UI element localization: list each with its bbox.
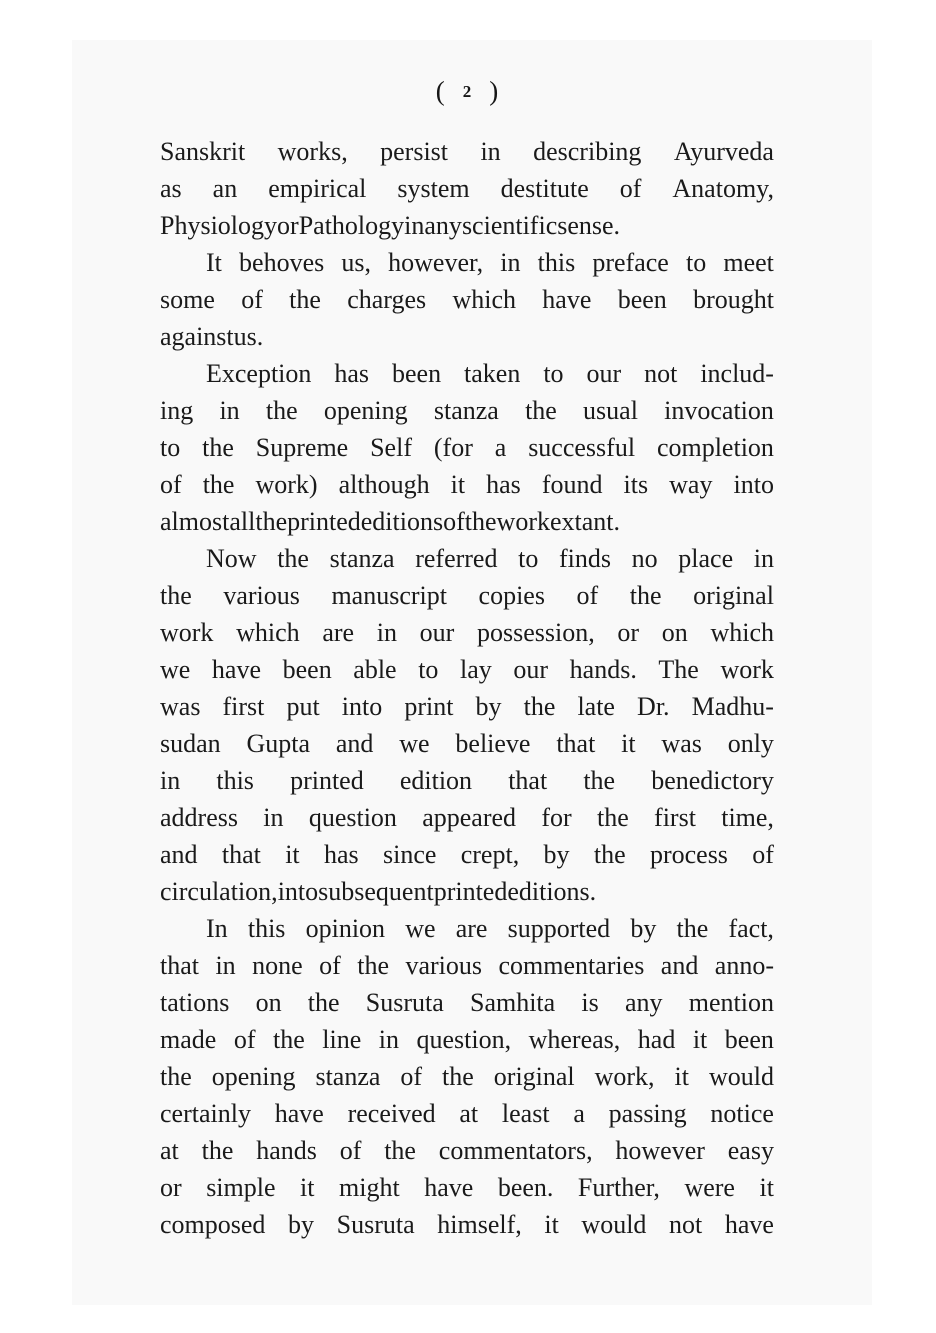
word: the xyxy=(593,840,626,869)
word: by xyxy=(288,1210,315,1239)
page-number-close-paren: ) xyxy=(489,76,501,106)
word: place xyxy=(678,544,734,573)
word: or xyxy=(277,211,299,240)
word: us, xyxy=(341,248,371,277)
word: at xyxy=(160,1136,179,1165)
word: least xyxy=(501,1099,550,1128)
word: editions. xyxy=(507,877,597,906)
word: Supreme xyxy=(255,433,349,462)
word: himself, xyxy=(437,1210,522,1239)
word: completion xyxy=(656,433,774,462)
word: the xyxy=(272,1025,305,1054)
word: or xyxy=(160,1173,182,1202)
text-line xyxy=(160,466,774,503)
word: it xyxy=(674,1062,689,1091)
word: been xyxy=(617,285,667,314)
text-line xyxy=(160,984,774,1021)
word: on xyxy=(661,618,688,647)
word: question xyxy=(308,803,397,832)
word: we xyxy=(405,914,436,943)
text-line xyxy=(160,577,774,614)
word: have xyxy=(424,1173,474,1202)
word: Exception xyxy=(206,359,312,388)
word: commentaries xyxy=(498,951,645,980)
word: possession, xyxy=(477,618,595,647)
word: we xyxy=(399,729,430,758)
word: the xyxy=(277,544,309,573)
word: are xyxy=(322,618,355,647)
word: extant. xyxy=(549,507,621,536)
paragraph xyxy=(160,133,774,244)
word: Samhita xyxy=(469,988,556,1017)
word: a xyxy=(494,433,507,462)
text-line xyxy=(160,1058,774,1095)
word: it xyxy=(692,1025,708,1054)
word: editions xyxy=(360,507,444,536)
word: composed xyxy=(160,1210,266,1239)
word: of xyxy=(241,285,263,314)
word: brought xyxy=(693,285,774,314)
word: In xyxy=(206,914,228,943)
word: the xyxy=(583,766,616,795)
text-line xyxy=(160,873,774,910)
word: Self xyxy=(370,433,412,462)
word: preface xyxy=(592,248,669,277)
word: was xyxy=(160,692,201,721)
word: were xyxy=(684,1173,735,1202)
word: printed xyxy=(290,766,364,795)
word: It xyxy=(206,248,222,277)
word: Madhu- xyxy=(691,692,774,721)
word: however xyxy=(615,1136,705,1165)
word: been xyxy=(282,655,332,684)
word: which xyxy=(452,285,516,314)
word: hands. xyxy=(569,655,637,684)
word: supported xyxy=(507,914,611,943)
word: would xyxy=(581,1210,647,1239)
word: any xyxy=(424,211,462,240)
word: of xyxy=(319,951,341,980)
word: although xyxy=(338,470,430,499)
word: passing xyxy=(608,1099,687,1128)
word: Further, xyxy=(577,1173,660,1202)
word: in xyxy=(160,766,181,795)
text-line xyxy=(160,207,774,244)
word: this xyxy=(537,248,576,277)
word: only xyxy=(727,729,774,758)
word: system xyxy=(397,174,470,203)
word: which xyxy=(710,618,774,647)
word: tations xyxy=(160,988,230,1017)
word: scientific xyxy=(461,211,558,240)
word: first xyxy=(654,803,696,832)
word: almost xyxy=(160,507,230,536)
word: into xyxy=(733,470,774,499)
word: the xyxy=(265,396,298,425)
paragraph xyxy=(160,244,774,355)
word: are xyxy=(455,914,488,943)
word: is xyxy=(581,988,599,1017)
word: process xyxy=(649,840,728,869)
word: has xyxy=(486,470,521,499)
page-number-value: 2 xyxy=(462,82,474,101)
word: our xyxy=(513,655,549,684)
word: the xyxy=(202,470,235,499)
word: in xyxy=(378,1025,399,1054)
text-line xyxy=(160,651,774,688)
word: The xyxy=(658,655,699,684)
word: the xyxy=(307,988,340,1017)
word: stanza xyxy=(329,544,395,573)
word: opinion xyxy=(305,914,386,943)
word: by xyxy=(543,840,570,869)
word: whereas, xyxy=(528,1025,621,1054)
word: at xyxy=(459,1099,479,1128)
word: various xyxy=(405,951,483,980)
word: to xyxy=(543,359,564,388)
word: of xyxy=(752,840,774,869)
word: way xyxy=(669,470,713,499)
word: crept, xyxy=(460,840,520,869)
word: work xyxy=(720,655,774,684)
text-line xyxy=(160,1132,774,1169)
word: describing xyxy=(533,137,642,166)
word: however, xyxy=(388,248,484,277)
word: Susruta xyxy=(365,988,444,1017)
word: works, xyxy=(277,137,348,166)
text-line xyxy=(160,614,774,651)
word: was xyxy=(661,729,702,758)
word: printed xyxy=(433,877,508,906)
word: it xyxy=(544,1210,559,1239)
word: the xyxy=(629,581,662,610)
word: all xyxy=(229,507,256,536)
word: Dr. xyxy=(637,692,670,721)
paragraph xyxy=(160,910,774,1243)
word: printed xyxy=(287,507,361,536)
text-line xyxy=(160,947,774,984)
paragraph xyxy=(160,355,774,540)
word: the xyxy=(202,433,234,462)
word: not xyxy=(669,1210,703,1239)
text-line xyxy=(160,1169,774,1206)
text-line xyxy=(160,318,774,355)
word: persist xyxy=(380,137,449,166)
text-line xyxy=(160,244,774,281)
word: stanza xyxy=(433,396,499,425)
word: the xyxy=(289,285,321,314)
word: ing xyxy=(160,396,194,425)
word: been xyxy=(724,1025,774,1054)
word: various xyxy=(223,581,300,610)
word: able xyxy=(353,655,397,684)
body-text xyxy=(160,133,774,1243)
word: that xyxy=(221,840,261,869)
word: no xyxy=(631,544,658,573)
text-line xyxy=(160,1021,774,1058)
paragraph xyxy=(160,540,774,910)
word: the xyxy=(160,581,192,610)
word: that xyxy=(160,951,199,980)
text-line xyxy=(160,281,774,318)
word: behoves xyxy=(239,248,325,277)
word: a xyxy=(573,1099,585,1128)
word: certainly xyxy=(160,1099,251,1128)
word: the xyxy=(357,951,390,980)
word: for xyxy=(541,803,572,832)
word: it xyxy=(300,1173,315,1202)
page-number-open-paren: ( xyxy=(435,76,447,106)
text-line xyxy=(160,725,774,762)
word: to xyxy=(418,655,439,684)
word: Anatomy, xyxy=(672,174,774,203)
word: work, xyxy=(594,1062,655,1091)
word: none xyxy=(252,951,303,980)
word: this xyxy=(216,766,254,795)
word: Now xyxy=(206,544,257,573)
word: edition xyxy=(399,766,473,795)
word: the xyxy=(442,1062,474,1091)
word: the xyxy=(384,1136,416,1165)
word: which xyxy=(236,618,300,647)
word: stanza xyxy=(315,1062,381,1091)
word: that xyxy=(508,766,548,795)
word: that xyxy=(556,729,596,758)
word: (for xyxy=(433,433,473,462)
text-line xyxy=(160,1206,774,1243)
text-line xyxy=(160,762,774,799)
word: by xyxy=(475,692,502,721)
word: of xyxy=(619,174,642,203)
word: of xyxy=(400,1062,423,1091)
word: fact, xyxy=(728,914,774,943)
word: first xyxy=(222,692,265,721)
word: the xyxy=(160,1062,192,1091)
word: notice xyxy=(710,1099,774,1128)
word: sudan xyxy=(160,729,221,758)
word: the xyxy=(525,396,557,425)
word: referred xyxy=(415,544,498,573)
word: it xyxy=(621,729,636,758)
word: circulation, xyxy=(160,877,278,906)
word: work xyxy=(160,618,214,647)
word: in xyxy=(376,618,397,647)
word: been. xyxy=(497,1173,554,1202)
text-line xyxy=(160,133,774,170)
word: in xyxy=(219,396,240,425)
word: found xyxy=(541,470,603,499)
word: our xyxy=(419,618,455,647)
word: might xyxy=(339,1173,400,1202)
word: to xyxy=(685,248,707,277)
word: address xyxy=(160,803,238,832)
word: would xyxy=(708,1062,774,1091)
word: and xyxy=(160,840,198,869)
word: into xyxy=(341,692,383,721)
word: the xyxy=(201,1136,234,1165)
word: lay xyxy=(460,655,492,684)
word: had xyxy=(637,1025,676,1054)
word: its xyxy=(623,470,649,499)
word: our xyxy=(586,359,622,388)
text-line xyxy=(160,910,774,947)
word: of xyxy=(233,1025,256,1054)
word: in xyxy=(404,211,425,240)
word: have xyxy=(211,655,262,684)
word: this xyxy=(247,914,286,943)
word: and xyxy=(335,729,374,758)
word: commentators, xyxy=(438,1136,593,1165)
word: usual xyxy=(583,396,638,425)
text-line xyxy=(160,1095,774,1132)
word: work xyxy=(496,507,550,536)
text-line xyxy=(160,688,774,725)
word: have xyxy=(274,1099,324,1128)
word: us. xyxy=(233,322,264,351)
word: charges xyxy=(347,285,427,314)
word: anno- xyxy=(714,951,774,980)
word: meet xyxy=(723,248,774,277)
word: in xyxy=(263,803,284,832)
word: it xyxy=(759,1173,774,1202)
word: received xyxy=(347,1099,436,1128)
word: on xyxy=(255,988,282,1017)
word: Pathology xyxy=(298,211,405,240)
word: simple xyxy=(206,1173,276,1202)
text-line xyxy=(160,392,774,429)
word: Susruta xyxy=(336,1210,415,1239)
word: into xyxy=(277,877,319,906)
word: the xyxy=(676,914,709,943)
word: subsequent xyxy=(318,877,434,906)
word: some xyxy=(160,285,215,314)
word: any xyxy=(624,988,663,1017)
word: late xyxy=(577,692,615,721)
word: and xyxy=(660,951,699,980)
word: of xyxy=(443,507,465,536)
word: has xyxy=(334,359,370,388)
text-line xyxy=(160,429,774,466)
word: Gupta xyxy=(246,729,311,758)
word: appeared xyxy=(422,803,517,832)
word: put xyxy=(286,692,320,721)
word: manuscript xyxy=(331,581,447,610)
word: original xyxy=(693,581,774,610)
word: since xyxy=(382,840,437,869)
word: copies xyxy=(478,581,545,610)
word: empirical xyxy=(268,174,367,203)
text-line xyxy=(160,540,774,577)
word: destitute xyxy=(500,174,589,203)
word: believe xyxy=(455,729,531,758)
word: Ayurveda xyxy=(673,137,774,166)
word: includ- xyxy=(700,359,774,388)
word: of xyxy=(339,1136,362,1165)
word: as xyxy=(160,174,182,203)
word: we xyxy=(160,655,191,684)
word: of xyxy=(576,581,599,610)
page-number xyxy=(0,76,936,107)
word: in xyxy=(480,137,501,166)
word: have xyxy=(542,285,592,314)
word: hands xyxy=(256,1136,317,1165)
word: line xyxy=(322,1025,362,1054)
text-line xyxy=(160,170,774,207)
word: has xyxy=(323,840,359,869)
word: it xyxy=(285,840,300,869)
word: opening xyxy=(211,1062,296,1091)
word: to xyxy=(160,433,181,462)
word: work) xyxy=(255,470,318,499)
word: invocation xyxy=(664,396,774,425)
word: or xyxy=(617,618,640,647)
word: made xyxy=(160,1025,217,1054)
word: benedictory xyxy=(651,766,774,795)
word: in xyxy=(500,248,521,277)
word: time, xyxy=(721,803,774,832)
word: question, xyxy=(416,1025,512,1054)
word: in xyxy=(753,544,774,573)
word: Physiology xyxy=(160,211,278,240)
word: easy xyxy=(727,1136,774,1165)
word: the xyxy=(596,803,629,832)
word: to xyxy=(518,544,539,573)
word: the xyxy=(464,507,497,536)
word: original xyxy=(493,1062,575,1091)
text-line xyxy=(160,503,774,540)
word: an xyxy=(212,174,238,203)
word: print xyxy=(404,692,454,721)
text-line xyxy=(160,836,774,873)
word: opening xyxy=(323,396,408,425)
word: against xyxy=(160,322,234,351)
word: it xyxy=(450,470,466,499)
word: Sanskrit xyxy=(160,137,246,166)
word: finds xyxy=(559,544,611,573)
word: been xyxy=(392,359,442,388)
word: not xyxy=(644,359,678,388)
word: sense. xyxy=(557,211,621,240)
word: have xyxy=(724,1210,774,1239)
word: by xyxy=(630,914,657,943)
word: taken xyxy=(464,359,521,388)
word: in xyxy=(215,951,236,980)
word: successful xyxy=(528,433,636,462)
text-line xyxy=(160,799,774,836)
word: the xyxy=(255,507,288,536)
word: the xyxy=(523,692,556,721)
word: mention xyxy=(688,988,774,1017)
text-line xyxy=(160,355,774,392)
word: of xyxy=(160,470,182,499)
